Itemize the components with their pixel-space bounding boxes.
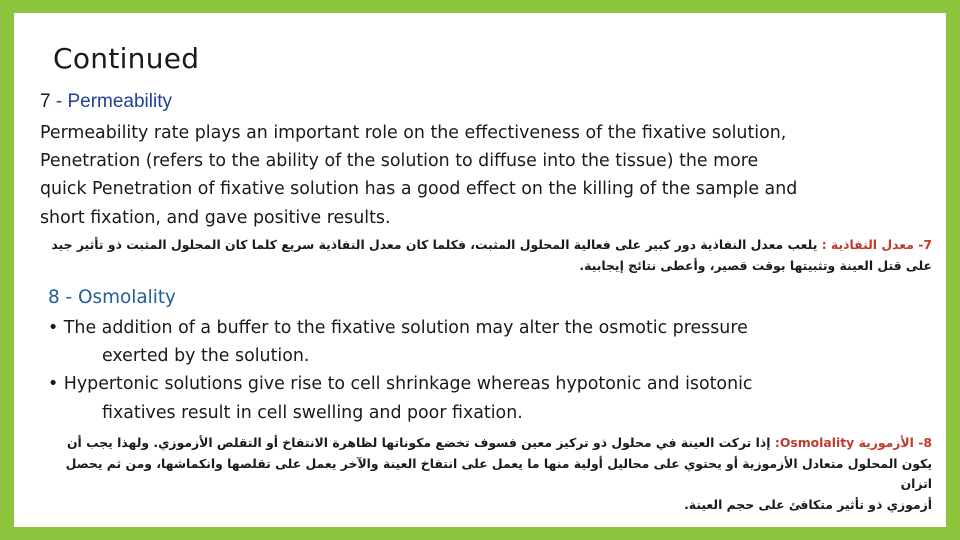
bullet-marker: • (48, 318, 59, 338)
arabic-line: يلعب معدل النفاذية دور كبير على فعالية المحلول المثبت، فكلما كان معدل النفاذية سريع كلما كان المحلول المثبت ذو تأثير جيد (51, 237, 818, 252)
bullet-item (48, 314, 928, 370)
section-7-arabic-text (32, 235, 932, 276)
paragraph-line: short fixation, and gave positive results. (40, 207, 391, 228)
arabic-line: أزموزي ذو تأثير متكافئ على حجم العينة. (684, 496, 932, 512)
section-7-number: 7 (40, 91, 51, 112)
slide-canvas (14, 13, 946, 527)
slide-title: Continued (53, 42, 200, 75)
section-8-arabic-text (32, 433, 932, 515)
arabic-label-8: 8- الأزموزية Osmolality: (774, 435, 932, 450)
section-7-paragraph (40, 119, 940, 232)
arabic-line: إذا تركت العينة في محلول ذو تركيز معين فسوف تخضع مكوناتها لظاهرة الانتفاخ أو التقلص الأزموزي. ولهذا يجب أن (66, 435, 771, 450)
paragraph-line: quick Penetration of fixative solution has a good effect on the killing of the sample and (40, 179, 798, 200)
paragraph-line: Penetration (refers to the ability of the solution to diffuse into the tissue) the more (40, 151, 759, 172)
bullet-item (48, 370, 928, 426)
bullet-marker: • (48, 374, 59, 395)
bullet-line: The addition of a buffer to the fixative solution may alter the osmotic pressure (58, 318, 748, 338)
section-8-bullet-list (48, 314, 928, 427)
arabic-line: يكون المحلول متعادل الأزموزية أو يحتوي على محاليل أولية منها ما يعمل على انتفاخ العينة والآخر يعمل على تقلصها وانكماشها، ومن ثم يحصل اتزان (65, 455, 932, 491)
section-7-heading-text: - Permeability (50, 91, 172, 112)
arabic-line: على قتل العينة وتثبيتها بوقت قصير، وأعطى نتائج إيجابية. (579, 257, 932, 273)
section-7-heading (40, 91, 172, 113)
bullet-line: Hypertonic solutions give rise to cell shrinkage whereas hypotonic and isotonic (58, 374, 753, 395)
section-8-heading: 8 - Osmolality (48, 287, 176, 308)
paragraph-line: Permeability rate plays an important role on the effectiveness of the fixative solution, (40, 123, 787, 143)
bullet-line: fixatives result in cell swelling and poor fixation. (102, 402, 523, 423)
bullet-line: exerted by the solution. (102, 346, 310, 367)
arabic-label-7: 7- معدل النفاذية : (821, 237, 932, 252)
